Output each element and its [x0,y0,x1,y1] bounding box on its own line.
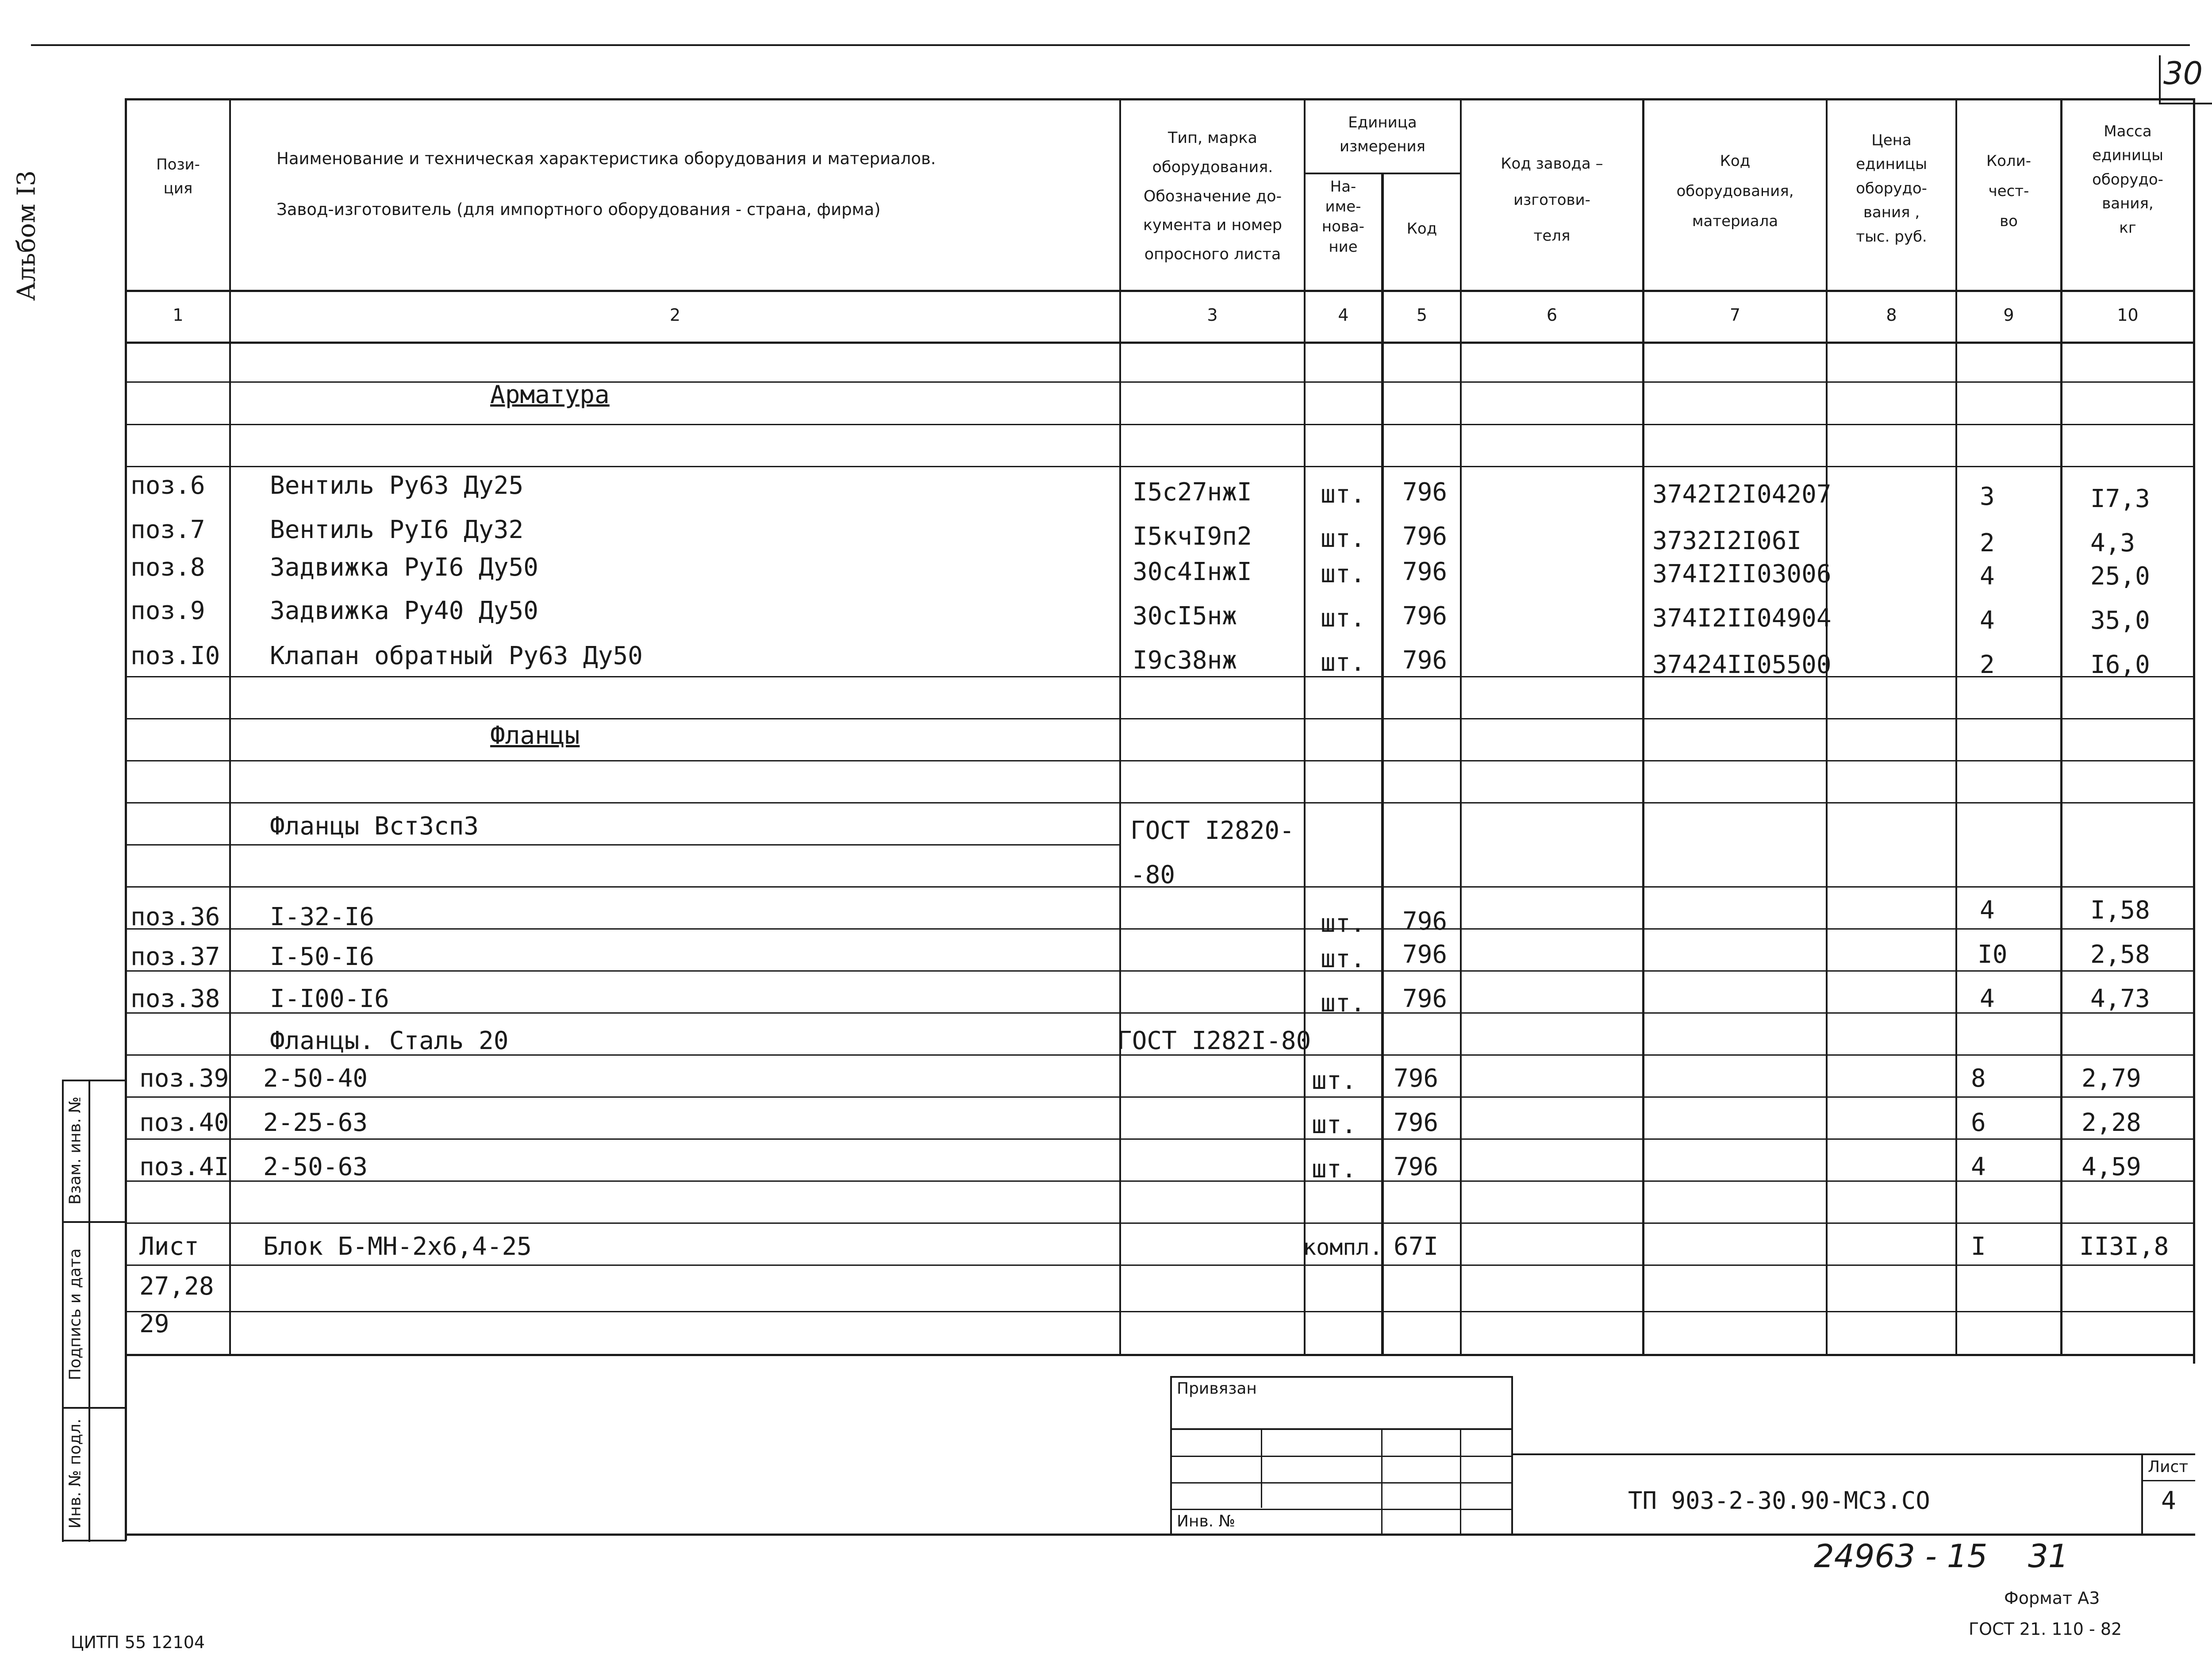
row-quantity: 3 [1980,482,1995,511]
row-name: Клапан обратный Ру63 Ду50 [270,642,643,670]
flange-group-name: Фланцы Вст3сп3 [270,812,479,841]
row-position: Лист [139,1232,199,1261]
side-stamp-bottom [62,1540,126,1541]
row-position: поз.9 [131,596,205,625]
row-unit-code: 796 [1402,557,1448,586]
side-stamp-divider [62,1221,126,1223]
row-position: поз.6 [131,471,205,500]
row-quantity: 4 [1980,896,1995,925]
stamp-row-line [1170,1482,1513,1484]
col-divider-6 [1642,98,1644,1356]
header-quantity: Коли- чест- во [1986,152,2032,230]
row-name: Задвижка РуI6 Ду50 [270,553,538,582]
row-mass: 2,58 [2090,940,2150,969]
row-unit-code: 796 [1394,1108,1439,1137]
row-unit: шт. [1321,945,1366,973]
header-name-line2: Завод-изготовитель (для импортного оборудования - страна, фирма) [276,200,881,219]
stamp-row-line [1170,1428,1513,1430]
row-position: поз.38 [131,984,220,1013]
section-title-armatura: Арматура [490,381,610,409]
row-name: Задвижка Ру40 Ду50 [270,596,538,625]
row-mass: I,58 [2090,896,2150,925]
header-unit-code: Код [1406,220,1437,238]
row-quantity: 8 [1971,1064,1986,1093]
row-line [125,928,2195,930]
section-title-flantsy: Фланцы [490,721,580,750]
flange-group-standard: ГОСТ I282I-80 [1117,1026,1311,1055]
top-border-line [31,44,2190,46]
col-divider-4 [1381,173,1384,1356]
row-unit-code: 796 [1402,940,1448,969]
row-mass: I6,0 [2090,650,2150,679]
row-name: I-I00-I6 [270,984,389,1013]
side-stamp-inv-podl: Инв. № подл. [66,1418,84,1529]
row-line [125,381,2195,383]
row-equip-code: 37424II05500 [1652,650,1832,679]
row-line [125,718,2195,719]
side-stamp-inner [88,1080,90,1542]
row-quantity: 4 [1980,562,1995,591]
page-number: 30 [2163,55,2203,92]
row-line [125,676,2195,677]
stamp-col-line [1460,1428,1461,1534]
row-unit-code: 796 [1402,907,1448,936]
side-stamp-top [62,1080,126,1081]
row-type: I5с27нжI [1133,478,1252,507]
side-stamp-podpis: Подпись и дата [66,1248,84,1380]
row-quantity: 6 [1971,1108,1986,1137]
row-quantity: 2 [1980,529,1995,557]
row-unit: шт. [1321,524,1366,553]
row-equip-code: 3742I2I04207 [1652,480,1832,509]
row-mass: 2,79 [2081,1064,2141,1093]
col-divider-2 [1119,98,1121,1356]
col-divider-8 [1955,98,1957,1356]
row-unit-code: 796 [1394,1064,1439,1093]
unit-group-divider [1304,173,1461,174]
row-line [125,844,1120,846]
row-name: 2-25-63 [263,1108,368,1137]
col-divider-9 [2060,98,2062,1356]
row-position: поз.4I [139,1153,229,1181]
row-mass: 35,0 [2090,606,2150,635]
stamp-col-line [1381,1428,1382,1534]
column-number: 7 [1729,305,1741,325]
stamp-row-line [1170,1509,1513,1510]
row-line [125,1311,2195,1312]
row-line [125,1096,2195,1098]
side-stamp-vzam: Взам. инв. № [66,1096,84,1205]
row-unit-code: 796 [1402,984,1448,1013]
header-type: Тип, марка оборудования. Обозначение до- кумента и номер опросного листа [1143,129,1282,264]
flange-group-standard-cont: -80 [1130,861,1175,889]
page-number-underline [2159,103,2212,104]
row-unit-code: 796 [1402,602,1448,630]
row-quantity: I0 [1978,940,2008,969]
row-line [125,1012,2195,1014]
stamp-box-top [1170,1376,1513,1378]
row-position: поз.36 [131,903,220,931]
row-line [125,970,2195,972]
row-unit: шт. [1312,1066,1357,1095]
stamp-bottom-line [125,1534,2195,1536]
row-unit: шт. [1312,1111,1357,1139]
row-line [125,1180,2195,1182]
row-name: 2-50-40 [263,1064,368,1093]
row-line [125,760,2195,761]
col-divider-1 [229,98,231,1356]
column-number: 1 [173,305,184,325]
row-unit-code: 796 [1394,1153,1439,1181]
row-position: поз.40 [139,1108,229,1137]
row-type: 30с4IнжI [1133,557,1252,586]
stamp-sheet-divider [2141,1453,2143,1534]
row-unit-code: 796 [1402,478,1448,507]
row-mass: I7,3 [2090,484,2150,513]
row-quantity: I [1971,1232,1986,1261]
side-stamp-outer-left [62,1080,64,1542]
column-number: 3 [1207,305,1218,325]
row-mass: 2,28 [2081,1108,2141,1137]
row-name: I-32-I6 [270,903,375,931]
table-bottom-line [125,1354,2195,1356]
handwritten-number: 24963 - 15 31 [1814,1537,2069,1575]
header-equip-code: Код оборудования, материала [1676,152,1794,230]
stamp-inv-no: Инв. № [1177,1512,1236,1530]
row-name: Блок Б-МН-2х6,4-25 [263,1232,532,1261]
row-mass: 4,73 [2090,984,2150,1013]
column-number: 2 [669,305,681,325]
colnum-bottom-line [125,342,2195,344]
album-label: Альбом I3 [12,170,41,301]
row-quantity: 4 [1980,606,1995,635]
row-unit: шт. [1321,648,1366,677]
flange-group-name: Фланцы. Сталь 20 [270,1026,509,1055]
row-unit-code: 67I [1394,1232,1439,1261]
column-number: 6 [1546,305,1558,325]
tsitp-label: ЦИТП 55 12104 [71,1633,205,1652]
row-unit: шт. [1321,604,1366,633]
page-number-divider [2159,55,2161,104]
row-equip-code: 374I2II04904 [1652,604,1832,633]
row-position: поз.8 [131,553,205,582]
row-quantity: 4 [1971,1153,1986,1181]
table-right-line [2193,98,2195,1364]
row-name: I-50-I6 [270,942,375,971]
header-unit-name: На- име- нова- ние [1321,178,1365,256]
row-mass: 4,3 [2090,529,2135,557]
format-label: Формат А3 [2004,1588,2100,1608]
row-position: поз.39 [139,1064,229,1093]
row-mass: 25,0 [2090,562,2150,591]
row-unit: шт. [1321,989,1366,1018]
column-number: 4 [1338,305,1349,325]
row-quantity: 4 [1980,984,1995,1013]
row-name: Вентиль Ру63 Ду25 [270,471,524,500]
stamp-main-top [1511,1453,2195,1455]
row-type: I5кчI9п2 [1133,522,1252,551]
row-mass: 4,59 [2081,1153,2141,1181]
column-number: 9 [2003,305,2014,325]
row-unit-code: 796 [1402,522,1448,551]
col-divider-3 [1304,98,1306,1356]
column-number: 5 [1416,305,1428,325]
table-top-line [125,98,2195,100]
header-bottom-line [125,290,2195,292]
header-plant-code: Код завода – изготови- теля [1501,155,1603,245]
row-unit: шт. [1321,560,1366,588]
row-position-sheets: 27,28 [139,1272,214,1301]
row-unit: шт. [1312,1155,1357,1184]
row-name: Вентиль РуI6 Ду32 [270,515,524,544]
row-equip-code: 3732I2I06I [1652,527,1802,555]
row-position: поз.I0 [131,642,220,670]
col-divider-5 [1460,98,1462,1356]
row-unit-code: 796 [1402,646,1448,675]
row-type: 30сI5нж [1133,602,1237,630]
column-number: 10 [2117,305,2139,325]
row-position-sheets: 29 [139,1310,169,1338]
row-position: поз.7 [131,515,205,544]
row-name: 2-50-63 [263,1153,368,1181]
gost-label: ГОСТ 21. 110 - 82 [1969,1619,2122,1639]
row-unit: компл. [1303,1234,1383,1260]
stamp-sheet-number: 4 [2161,1487,2176,1515]
row-unit: шт. [1321,909,1366,938]
stamp-privyazan: Привязан [1177,1380,1257,1398]
header-price: Цена единицы оборудо- вания , тыс. руб. [1856,131,1927,246]
header-position: Пози- ция [156,156,200,198]
col-divider-7 [1826,98,1828,1356]
stamp-sheet-label-line [2141,1480,2195,1481]
row-line [125,466,2195,467]
row-type: I9с38нж [1133,646,1237,675]
header-name-line1: Наименование и техническая характеристика оборудования и материалов. [276,149,936,168]
row-mass: II3I,8 [2079,1232,2169,1261]
header-unit-group: Единица измерения [1339,114,1426,156]
row-equip-code: 374I2II03006 [1652,560,1832,588]
stamp-sheet-label: Лист [2148,1458,2189,1476]
row-line [125,1138,2195,1140]
stamp-doc-code: ТП 903-2-30.90-МС3.СО [1628,1487,1930,1514]
stamp-col-line [1261,1428,1262,1508]
row-line [125,424,2195,425]
flange-group-standard: ГОСТ I2820- [1130,816,1294,845]
row-line [125,1265,2195,1266]
row-line [125,802,2195,803]
stamp-row-line [1170,1456,1513,1457]
row-quantity: 2 [1980,650,1995,679]
row-unit: шт. [1321,480,1366,509]
column-number: 8 [1886,305,1897,325]
header-mass: Масса единицы оборудо- вания, кг [2092,123,2163,237]
row-line [125,1222,2195,1224]
row-position: поз.37 [131,942,220,971]
